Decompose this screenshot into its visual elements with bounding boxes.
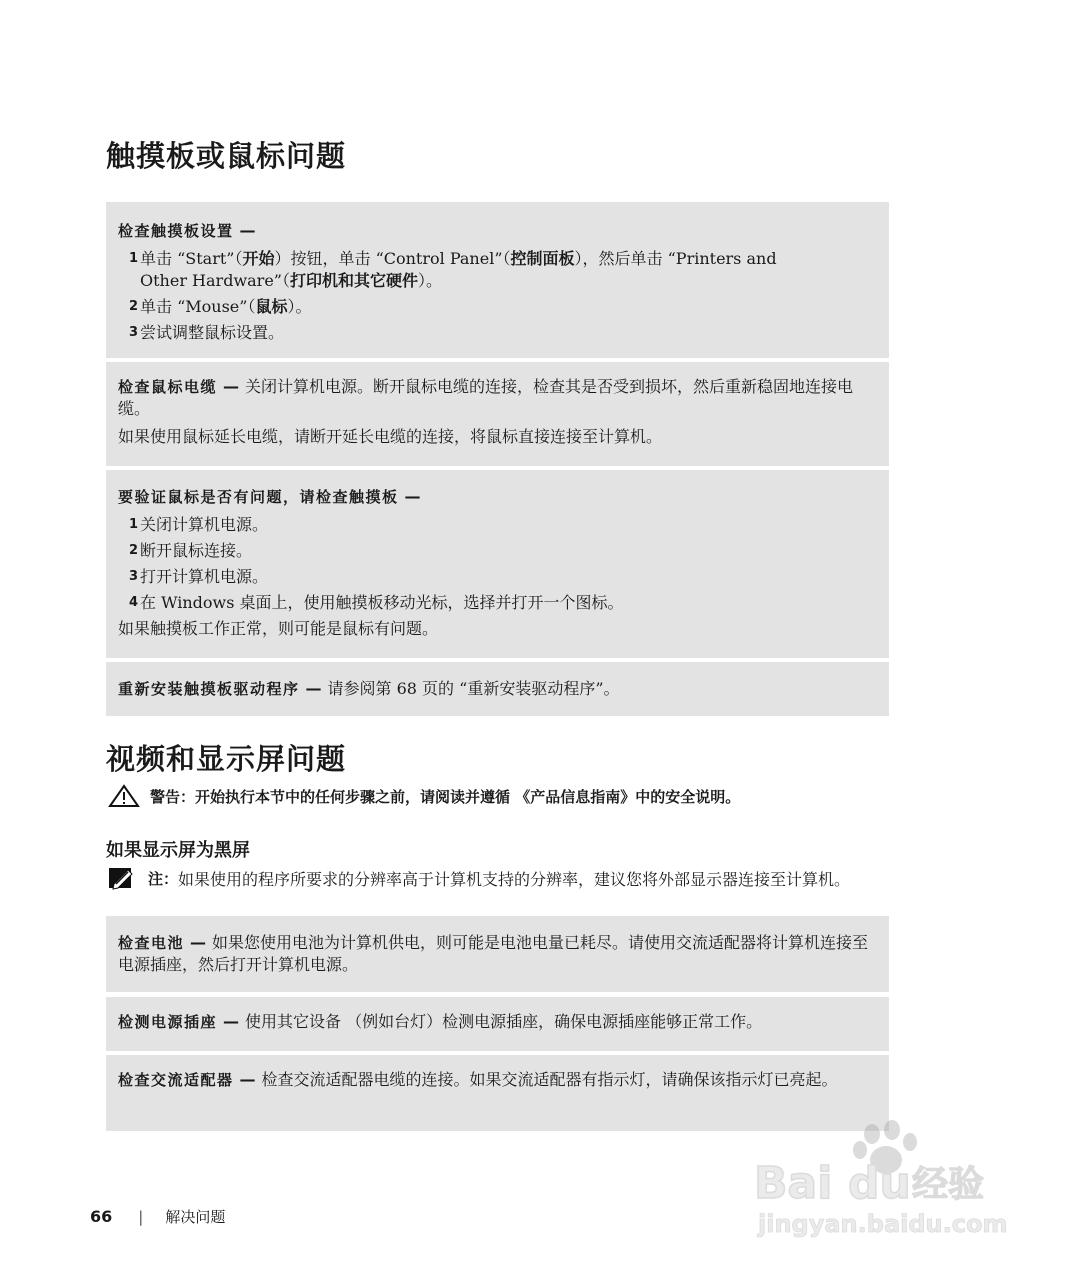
note-label: 注： (148, 869, 179, 888)
step-text: 断开鼠标连接。 (140, 541, 253, 560)
list-item (118, 322, 877, 344)
block-lead: 要验证鼠标是否有问题，请检查触摸板 (118, 488, 399, 506)
dash: — (239, 221, 256, 240)
step-text: 单击 “Start”（开始）按钮，单击 “Control Panel”（控制面板），然后单击 “Printers and Other Hardware”（打印机和其它硬件）。 (140, 249, 777, 290)
warning-triangle-icon (108, 784, 140, 808)
step-number: 1 (128, 251, 138, 266)
step-number: 3 (128, 569, 138, 584)
step-number: 1 (128, 517, 138, 532)
dash: — (190, 933, 207, 952)
footer-separator: | (138, 1207, 144, 1226)
page-number: 66 (90, 1207, 113, 1226)
step-number: 3 (128, 325, 138, 340)
block-text: 使用其它设备 （例如台灯）检测电源插座，确保电源插座能够正常工作。 (245, 1012, 763, 1031)
step-text: 在 Windows 桌面上，使用触摸板移动光标，选择并打开一个图标。 (140, 593, 624, 612)
subtitle-black-screen: 如果显示屏为黑屏 (106, 840, 250, 861)
list-item (118, 540, 877, 562)
block-lead: 重新安装触摸板驱动程序 (118, 680, 300, 698)
list-item (118, 296, 877, 318)
dash: — (305, 679, 322, 698)
svg-text:Bai: Bai (754, 1158, 833, 1209)
note-notice (108, 866, 850, 890)
dash: — (223, 377, 240, 396)
dash: — (223, 1012, 240, 1031)
warning-notice (108, 784, 740, 808)
block-lead: 检测电源插座 (118, 1013, 218, 1031)
step-number: 2 (128, 299, 138, 314)
block-lead: 检查触摸板设置 (118, 222, 234, 240)
step-text: 单击 “Mouse”（鼠标）。 (140, 297, 312, 316)
block-text: 检查交流适配器电缆的连接。如果交流适配器有指示灯，请确保该指示灯已亮起。 (261, 1070, 838, 1089)
warning-text: 开始执行本节中的任何步骤之前，请阅读并遵循 《产品信息指南》中的安全说明。 (195, 787, 741, 806)
step-text: 打开计算机电源。 (140, 567, 269, 586)
svg-text:jingyan.baidu.com: jingyan.baidu.com (758, 1210, 1008, 1238)
block-check-touchpad-settings (106, 202, 889, 358)
list-item (118, 248, 877, 292)
svg-text:du: du (848, 1158, 911, 1209)
step-number: 2 (128, 543, 138, 558)
note-pencil-icon (108, 866, 136, 890)
block-text: 如果触摸板工作正常，则可能是鼠标有问题。 (118, 619, 439, 638)
step-text: 关闭计算机电源。 (140, 515, 269, 534)
block-text-2: 如果使用鼠标延长电缆，请断开延长电缆的连接，将鼠标直接连接至计算机。 (118, 427, 663, 446)
block-text: 如果您使用电池为计算机供电，则可能是电池电量已耗尽。请使用交流适配器将计算机连接至电源插座，然后打开计算机电源。 (118, 933, 869, 974)
page-footer (90, 1206, 225, 1227)
block-lead: 检查交流适配器 (118, 1071, 234, 1089)
step-number: 4 (128, 595, 138, 610)
warning-label: 警告： (150, 787, 196, 806)
section-title-video-display: 视频和显示屏问题 (106, 742, 347, 776)
block-check-battery (106, 916, 889, 992)
block-lead: 检查电池 (118, 934, 185, 952)
block-verify-mouse (106, 470, 889, 658)
list-item (118, 592, 877, 614)
svg-text:经验: 经验 (912, 1164, 985, 1205)
block-text: 请参阅第 68 页的 “重新安装驱动程序”。 (327, 679, 620, 698)
step-text: 尝试调整鼠标设置。 (140, 323, 285, 342)
block-text: 关闭计算机电源。断开鼠标电缆的连接，检查其是否受到损坏，然后重新稳固地连接电缆。 (118, 377, 854, 418)
note-text: 如果使用的程序所要求的分辨率高于计算机支持的分辨率，建议您将外部显示器连接至计算机。 (178, 869, 851, 889)
dash: — (404, 487, 421, 506)
baidu-watermark-logo (752, 1120, 1012, 1244)
list-item (118, 566, 877, 588)
block-check-mouse-cable (106, 362, 889, 466)
section-title-touchpad-mouse: 触摸板或鼠标问题 (106, 139, 347, 173)
block-reinstall-driver (106, 662, 889, 716)
dash: — (239, 1070, 256, 1089)
list-item (118, 514, 877, 536)
footer-title: 解决问题 (165, 1208, 226, 1226)
block-lead: 检查鼠标电缆 (118, 378, 218, 396)
block-test-outlet (106, 997, 889, 1051)
